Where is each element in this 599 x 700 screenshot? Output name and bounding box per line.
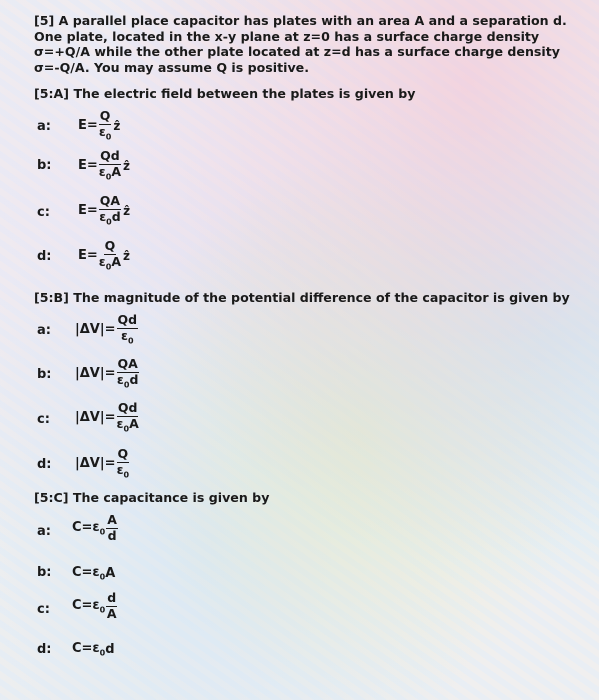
formula-tail: A	[105, 565, 116, 581]
part-b-option-b-letter[interactable]: b:	[37, 367, 52, 382]
formula-lhs: $C=\varepsilon_0$	[72, 565, 106, 582]
z-unit-vector: ẑ	[123, 248, 130, 263]
part-a-option-c-formula[interactable]	[78, 195, 130, 226]
part-b-option-a-formula[interactable]	[75, 314, 139, 345]
formula-lhs: $C=\varepsilon_0$	[72, 597, 106, 615]
formula-lhs: E=	[78, 248, 98, 263]
part-c-option-a-formula[interactable]	[72, 514, 119, 542]
part-a-option-a-formula[interactable]	[78, 110, 120, 141]
part-a-option-c-letter[interactable]: c:	[37, 205, 50, 220]
part-c-option-d-formula[interactable]	[72, 641, 115, 658]
part-a-option-b-formula[interactable]	[78, 150, 130, 181]
formula-lhs: |ΔV|=	[75, 456, 116, 471]
part-a-option-d-letter[interactable]: d:	[37, 249, 52, 264]
fraction: $\frac{Qd}{\varepsilon_0A}$	[98, 148, 122, 181]
fraction: $\frac{Qd}{\varepsilon_0A}$	[116, 400, 139, 433]
part-c-option-d-letter[interactable]: d:	[37, 642, 52, 657]
part-a-option-a-letter[interactable]: a:	[37, 119, 51, 134]
formula-lhs: E=	[78, 118, 98, 133]
fraction: $\frac{d}{A}$	[106, 590, 117, 621]
part-c-option-b-letter[interactable]: b:	[37, 565, 52, 580]
question-intro: [5] A parallel place capacitor has plates with an area A and a separation d. One plate, located in the x-y plane at z=0 has a surface charge density σ=+Q/A while the other plate located at z=d has a surface charge density σ=-Q/A. You may assume Q is positive.	[34, 13, 567, 75]
z-unit-vector: ẑ	[123, 203, 131, 218]
formula-lhs: $C=\varepsilon_0$	[72, 641, 106, 658]
part-c-option-a-letter[interactable]: a:	[37, 524, 51, 539]
z-unit-vector: ẑ	[113, 118, 121, 133]
part-b-option-c-letter[interactable]: c:	[37, 412, 50, 427]
z-unit-vector: ẑ	[123, 158, 130, 173]
part-c-option-c-letter[interactable]: c:	[37, 602, 50, 617]
part-a-option-b-letter[interactable]: b:	[37, 158, 52, 173]
part-a-option-d-formula[interactable]	[78, 240, 130, 271]
formula-lhs: |ΔV|=	[75, 410, 116, 425]
part-b-option-c-formula[interactable]	[75, 402, 140, 433]
part-b-option-d-letter[interactable]: d:	[37, 457, 52, 472]
formula-lhs: E=	[78, 203, 98, 218]
formula-lhs: |ΔV|=	[75, 366, 116, 381]
formula-lhs: E=	[78, 158, 98, 173]
fraction: $\frac{Q}{\varepsilon_0}$	[98, 108, 112, 141]
part-c-heading: [5:C] The capacitance is given by	[34, 490, 270, 505]
formula-lhs: $C=\varepsilon_0$	[72, 519, 106, 537]
formula-lhs: |ΔV|=	[75, 322, 116, 337]
fraction: $\frac{Q}{\varepsilon_0}$	[116, 446, 130, 479]
fraction: $\frac{Qd}{\varepsilon_0}$	[117, 312, 138, 345]
part-a-heading: [5:A] The electric field between the plates is given by	[34, 86, 416, 101]
formula-tail: d	[105, 641, 115, 657]
fraction: $\frac{A}{d}$	[107, 512, 117, 543]
part-b-option-a-letter[interactable]: a:	[37, 323, 51, 338]
fraction: $\frac{QA}{\varepsilon_0d}$	[116, 356, 139, 389]
fraction: $\frac{Q}{\varepsilon_0A}$	[98, 238, 122, 271]
part-c-option-c-formula[interactable]	[72, 592, 118, 620]
part-c-option-b-formula[interactable]	[72, 565, 115, 582]
fraction: $\frac{QA}{\varepsilon_0d}$	[99, 193, 121, 226]
part-b-option-d-formula[interactable]	[75, 448, 130, 479]
part-b-option-b-formula[interactable]	[75, 358, 140, 389]
part-b-heading: [5:B] The magnitude of the potential difference of the capacitor is given by	[34, 290, 570, 305]
